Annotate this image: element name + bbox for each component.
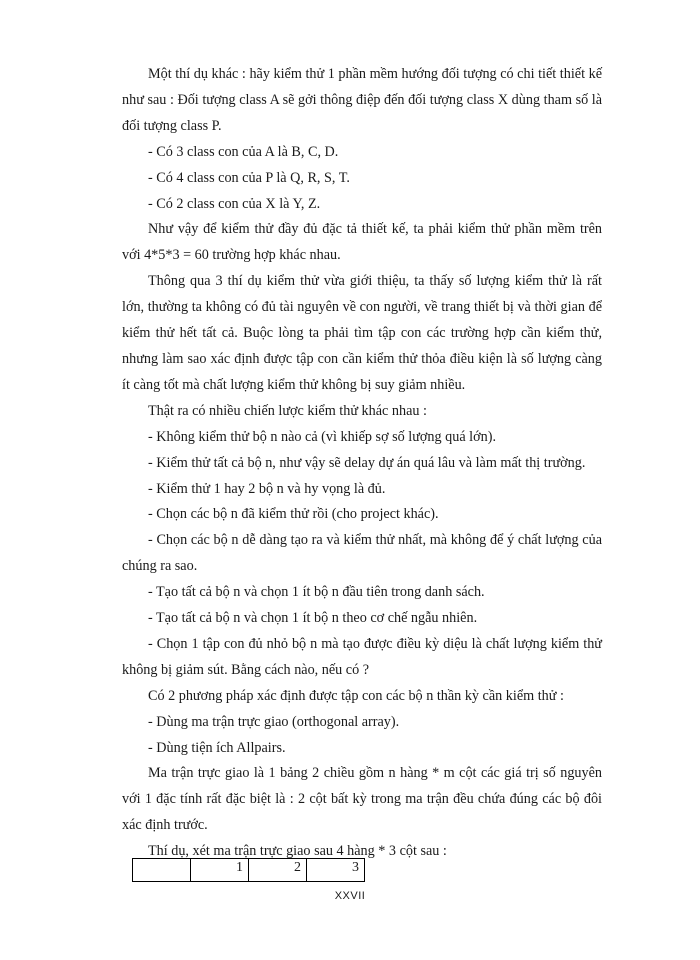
bullet-item: - Có 3 class con của A là B, C, D. — [148, 143, 339, 160]
bullet-item: - Kiểm thử tất cả bộ n, như vậy sẽ delay dự án quá lâu và làm mất thị trường. — [148, 454, 586, 471]
bullet-item: - Dùng ma trận trực giao (orthogonal array). — [148, 713, 400, 730]
page-number: XXVII — [334, 890, 366, 902]
table-cell: 1 — [191, 859, 249, 882]
table-cell: 3 — [307, 859, 365, 882]
paragraph: Ma trận trực giao là 1 bảng 2 chiều gồm n hàng * m cột các giá trị số nguyên với 1 đặc tính rất đặc biệt là : 2 cột bất kỳ trong ma trận đều chứa đúng các bộ đôi xác định trước. — [122, 765, 602, 834]
paragraph: Một thí dụ khác : hãy kiểm thử 1 phần mềm hướng đối tượng có chi tiết thiết kế như sau : Đối tượng class A sẽ gởi thông điệp đến đối tượng class X dùng tham số là đối tượng class P. — [122, 66, 602, 134]
paragraph: Thông qua 3 thí dụ kiểm thử vừa giới thiệu, ta thấy số lượng kiểm thử là rất lớn, thường ta không có đủ tài nguyên về con người, về trang thiết bị và thời gian để kiểm thử hết tất cả. Buộc lòng ta phải tìm tập con các trường hợp cần kiểm thử, nhưng làm sao xác định được tập con cần kiểm thử thỏa điều kiện là số lượng càng ít càng tốt mà chất lượng kiểm thử không bị suy giảm nhiều. — [122, 273, 602, 393]
bullet-item: - Có 2 class con của X là Y, Z. — [148, 195, 321, 212]
page-body — [122, 62, 602, 865]
paragraph: Thí dụ, xét ma trận trực giao sau 4 hàng * 3 cột sau : — [148, 843, 447, 860]
table-cell: 2 — [249, 859, 307, 882]
paragraph: Có 2 phương pháp xác định được tập con các bộ n thần kỳ cần kiểm thử : — [148, 687, 564, 704]
bullet-item: - Tạo tất cả bộ n và chọn 1 ít bộ n theo cơ chế ngẫu nhiên. — [148, 610, 478, 627]
paragraph: Thật ra có nhiều chiến lược kiểm thử khác nhau : — [148, 402, 427, 419]
bullet-item: - Không kiểm thử bộ n nào cả (vì khiếp sợ số lượng quá lớn). — [148, 428, 496, 445]
paragraph: Như vậy để kiểm thử đầy đủ đặc tả thiết kế, ta phải kiểm thử phần mềm trên với 4*5*3 = 60 trường hợp khác nhau. — [122, 221, 602, 264]
bullet-item: - Kiểm thử 1 hay 2 bộ n và hy vọng là đủ. — [148, 480, 386, 497]
bullet-item: - Tạo tất cả bộ n và chọn 1 ít bộ n đầu tiên trong danh sách. — [148, 584, 485, 601]
bullet-item: - Chọn các bộ n dễ dàng tạo ra và kiểm thử nhất, mà không để ý chất lượng của chúng ra sao. — [122, 532, 602, 575]
bullet-item: - Chọn các bộ n đã kiểm thử rồi (cho project khác). — [148, 506, 439, 523]
bullet-item: - Chọn 1 tập con đủ nhỏ bộ n mà tạo được điều kỳ diệu là chất lượng kiểm thử không bị giảm sút. Bằng cách nào, nếu có ? — [122, 635, 602, 678]
bullet-item: - Có 4 class con của P là Q, R, S, T. — [148, 169, 350, 186]
table-cell — [133, 859, 191, 882]
bullet-item: - Dùng tiện ích Allpairs. — [148, 739, 286, 756]
table-row — [133, 859, 365, 882]
orthogonal-array-table — [132, 858, 365, 882]
